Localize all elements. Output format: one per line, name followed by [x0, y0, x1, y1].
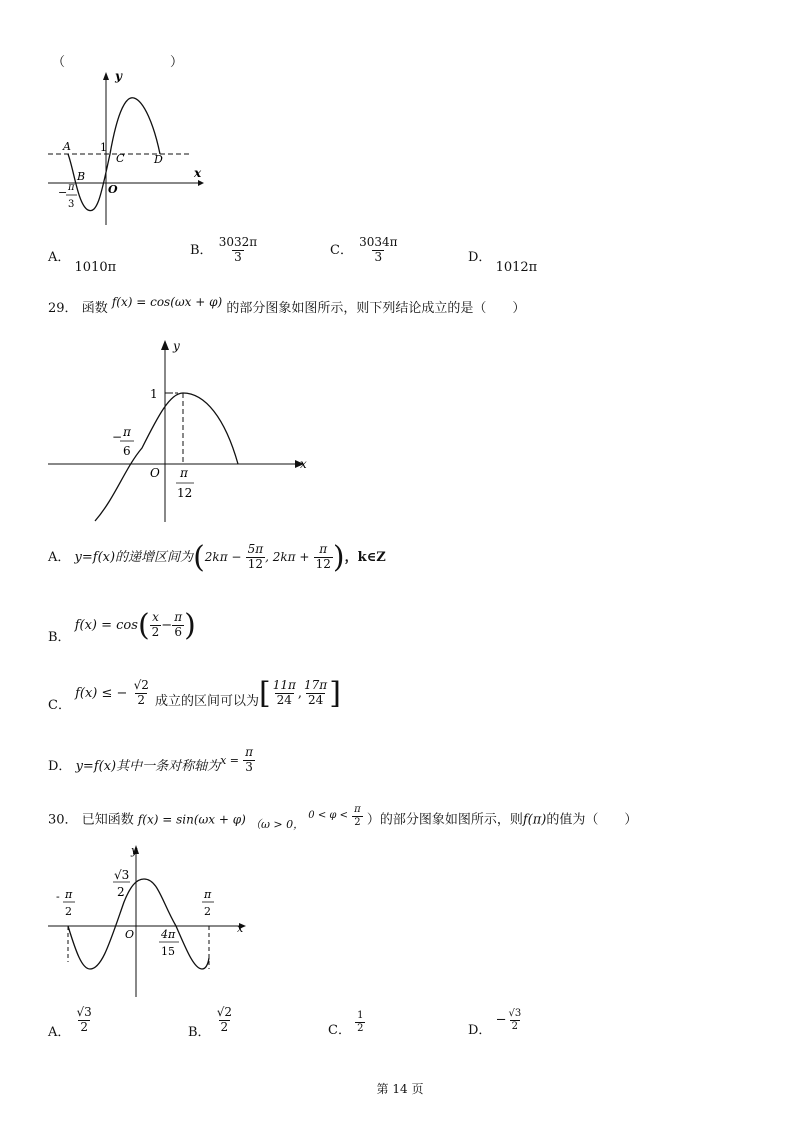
q28-label-O: O: [108, 183, 118, 196]
q30-pi-b: π: [204, 888, 212, 901]
q29-prefix: 函数: [81, 301, 108, 316]
q29-number: 29．: [48, 301, 78, 316]
q30-option-d-label: D．: [468, 1022, 492, 1038]
q29-option-d-text: y=f(x)其中一条对称轴为: [75, 758, 221, 774]
q29-neg: −: [112, 430, 123, 444]
q29-option-b-n2: π: [174, 610, 183, 625]
q28-option-c-num: 3034π: [359, 235, 398, 249]
q29-option-d-x: x =: [220, 753, 240, 767]
q28-bracket-open: （: [52, 55, 66, 70]
q30-curve: [68, 879, 209, 969]
q29-option-b-d1: 2: [151, 625, 160, 639]
q30-y-label: y: [131, 844, 138, 857]
q29-option-c-n3: 17π: [304, 678, 328, 693]
q29-pi-b: π: [180, 466, 188, 480]
q29-y-label: y: [173, 339, 180, 353]
q29-option-a[interactable]: A． y=f(x)的递增区间为(2kπ − $\frac{5\pi}{12}$ , 2kπ + $\frac{\pi}{12}$ )，k∈Z: [48, 540, 386, 575]
q28-option-c[interactable]: [330, 236, 400, 265]
q30-option-c-den: 2: [357, 1022, 364, 1034]
q29-option-c-d1: 2: [137, 693, 146, 707]
q30-graph: [40, 842, 260, 1002]
q29-option-c-label: C．: [48, 698, 71, 713]
q28-option-a[interactable]: [48, 246, 117, 275]
q30-cond2: 0 < φ <: [308, 809, 348, 821]
q29-option-d-d: 3: [245, 759, 253, 774]
q29-option-a-text: y=f(x)的递增区间为: [74, 550, 194, 565]
q29-function: f(x) = cos(ωx + φ): [111, 295, 223, 309]
q30-x-label: x: [237, 922, 244, 935]
q28-option-d[interactable]: [468, 246, 538, 275]
q30-cond1: （ω > 0，: [249, 817, 305, 831]
q30-option-b[interactable]: [188, 1005, 234, 1040]
q29-option-a-i1: 2kπ −: [204, 550, 242, 564]
q28-label-A: A: [63, 140, 71, 153]
q29-option-a-d2: 12: [315, 557, 331, 571]
q29-option-c[interactable]: C． f(x) ≤ − $\frac{√2}{2}$ 成立的区间可以为[ $\frac{11\pi}{24}$ , $\frac{17\pi}{24}$ ]: [48, 676, 341, 713]
q30-two-b: 2: [65, 905, 72, 918]
page-number: 第 14 页: [376, 1082, 424, 1096]
q29-six: 6: [123, 444, 131, 458]
q30-fpi: f(π): [522, 812, 547, 828]
q30-option-a-label: A．: [48, 1024, 71, 1040]
q30-prefix: 已知函数: [81, 812, 134, 828]
q29-option-d-n: π: [245, 745, 254, 759]
q29-x-label: x: [300, 457, 307, 471]
q30-label-O: O: [125, 928, 135, 941]
q30-suffix2: 的值为（ ）: [546, 812, 638, 828]
q30-option-a-num: √3: [76, 1005, 92, 1019]
q28-pi: π: [68, 182, 75, 193]
q29-stem: [48, 297, 525, 316]
q28-label-C: C: [116, 152, 125, 165]
q28-label-D: D: [154, 153, 163, 166]
q29-graph: [40, 338, 320, 528]
q30-stem: [48, 804, 638, 832]
q30-option-d-num: √3: [508, 1008, 522, 1019]
q30-fifteen: 15: [161, 945, 175, 958]
q29-twelve: 12: [177, 486, 193, 500]
q30-option-b-num: √2: [216, 1005, 232, 1019]
q28-graph: [40, 70, 220, 230]
q30-cond-den: 2: [354, 816, 361, 828]
q28-neg: −: [58, 186, 68, 199]
q30-function: f(x) = sin(ωx + φ): [137, 812, 246, 827]
q28-three: 3: [68, 199, 75, 210]
q30-option-d-neg: −: [495, 1012, 507, 1028]
q30-option-b-den: 2: [220, 1019, 229, 1034]
q29-pi-a: π: [123, 425, 131, 439]
q29-option-b-d2: 6: [174, 625, 182, 639]
q29-option-d[interactable]: [48, 745, 255, 781]
q28-option-b-den: 3: [234, 249, 242, 264]
q28-option-b-label: B．: [190, 242, 213, 258]
q30-option-c[interactable]: [328, 1010, 365, 1038]
q30-option-c-num: 1: [357, 1010, 364, 1021]
q28-x-label: x: [194, 166, 202, 180]
q28-option-c-den: 3: [374, 249, 383, 264]
q30-two-c: 2: [204, 905, 211, 918]
q29-option-a-n1: 5π: [247, 542, 264, 557]
q30-option-a-den: 2: [80, 1019, 88, 1034]
q30-number: 30．: [48, 812, 78, 828]
q30-pi-a: π: [65, 888, 73, 901]
q30-suffix1: ）的部分图象如图所示，则: [366, 812, 523, 828]
q29-option-a-d1: 12: [247, 557, 263, 571]
q28-option-c-label: C．: [330, 242, 353, 258]
q28-label-1: 1: [100, 141, 107, 154]
q29-option-a-i2: , 2kπ +: [265, 550, 310, 564]
q28-option-b-num: 3032π: [218, 235, 258, 249]
q28-option-b[interactable]: [190, 236, 259, 265]
q29-option-c-d3: 24: [307, 693, 324, 707]
q28-option-a-value: 1010π: [74, 260, 117, 275]
q29-option-b-label: B．: [48, 630, 71, 645]
q28-y-label: y: [115, 70, 122, 83]
q30-cond-num: π: [354, 804, 361, 815]
q29-option-c-n2: 11π: [272, 678, 296, 693]
q28-option-d-label: D．: [468, 250, 492, 265]
q28-bracket-close: ）: [170, 55, 184, 70]
q29-option-a-label: A．: [48, 550, 71, 565]
q30-4pi: 4π: [161, 928, 176, 941]
q29-option-b-f: f(x) = cos: [74, 618, 138, 633]
q30-two-a: 2: [117, 885, 125, 899]
q29-label-1: 1: [150, 387, 158, 401]
page-footer: [0, 1080, 800, 1097]
q30-option-a[interactable]: [48, 1005, 94, 1040]
q29-option-b[interactable]: B． f(x) = cos( $\frac{x}{2}$ − $\frac{\pi}{6}$ ): [48, 608, 196, 645]
q29-option-c-f: f(x) ≤ −: [75, 686, 128, 701]
q30-s3: √3: [114, 868, 130, 882]
q29-option-b-minus: −: [161, 618, 173, 633]
q28-label-B: B: [77, 170, 86, 183]
q29-option-d-label: D．: [48, 758, 72, 774]
q29-option-c-text: 成立的区间可以为: [155, 694, 260, 709]
q30-option-c-label: C．: [328, 1022, 351, 1038]
q30-option-d[interactable]: [468, 1008, 523, 1038]
q29-option-a-tail: ，k∈Z: [344, 550, 386, 565]
q29-option-c-d2: 24: [276, 693, 292, 707]
q29-option-c-n1: √2: [133, 678, 149, 693]
q29-curve: [95, 393, 238, 521]
q28-option-d-value: 1012π: [495, 260, 538, 275]
q30-option-b-label: B．: [188, 1024, 211, 1040]
q28-option-a-label: A．: [48, 250, 71, 265]
q30-neg: -: [56, 890, 60, 903]
q29-option-b-n1: x: [152, 610, 159, 625]
q29-suffix: 的部分图象如图所示，则下列结论成立的是（ ）: [226, 301, 526, 316]
q29-option-a-n2: π: [319, 542, 328, 557]
q29-label-O: O: [150, 466, 160, 480]
q30-option-d-den: 2: [511, 1020, 519, 1032]
